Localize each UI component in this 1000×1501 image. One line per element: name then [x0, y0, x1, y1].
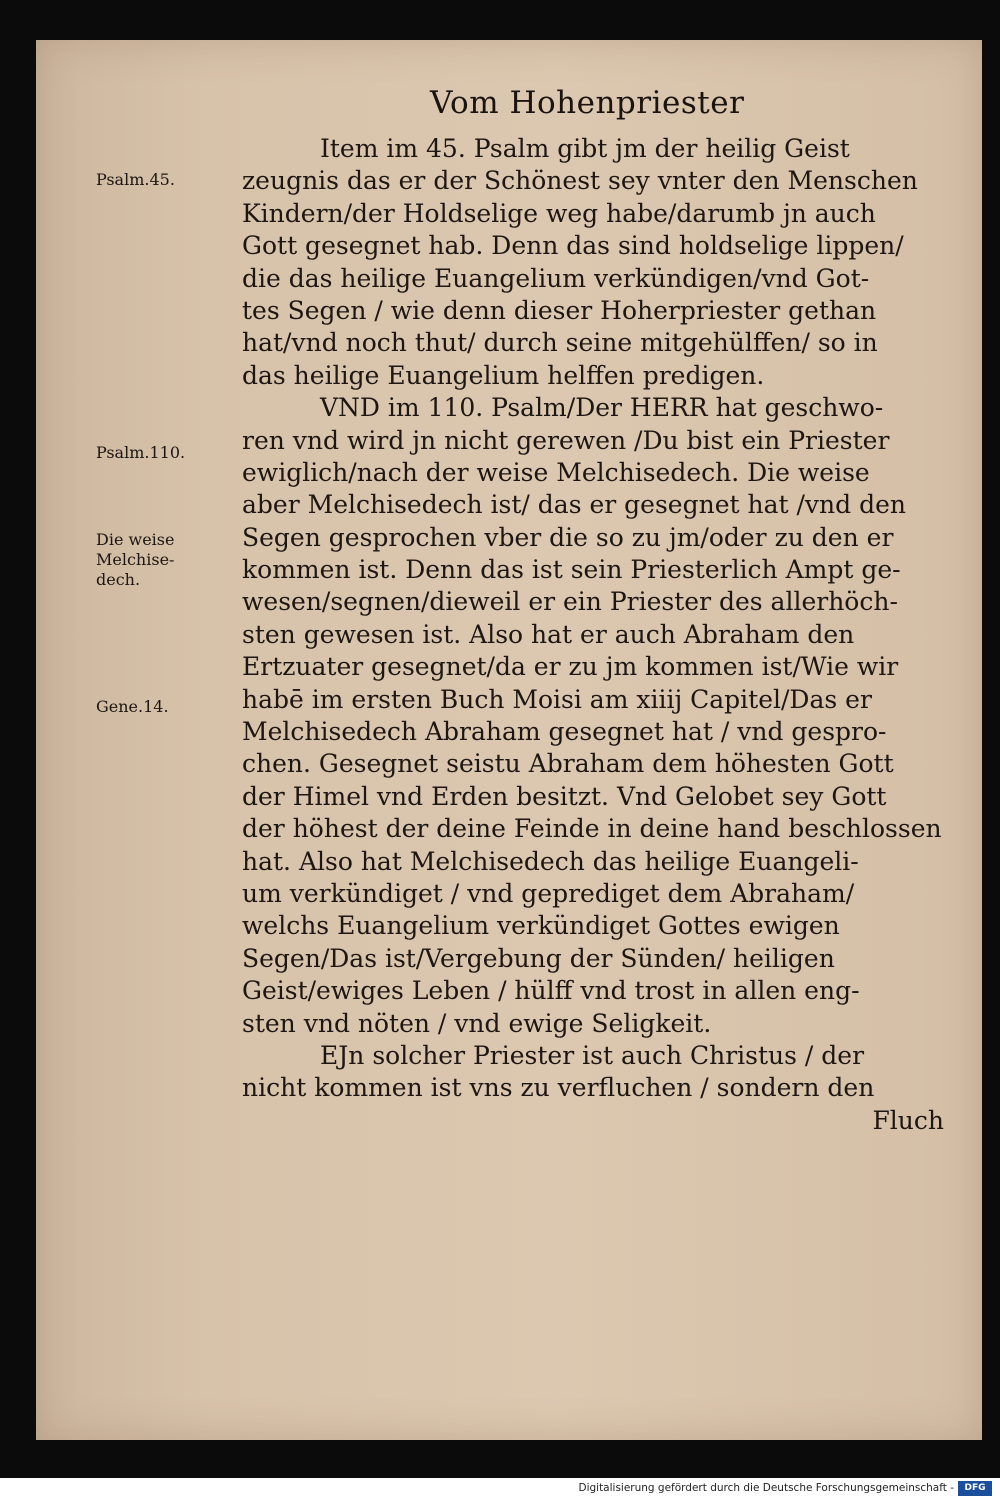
text-line: Segen gesprochen vber die so zu jm/oder zu den er [242, 522, 894, 552]
text-line: das heilige Euangelium helffen predigen. [242, 360, 765, 390]
text-line: Melchisedech Abraham gesegnet hat / vnd gespro- [242, 717, 887, 747]
text-line: tes Segen / wie denn dieser Hoherpriester gethan [242, 295, 877, 325]
text-line: Gott gesegnet hab. Denn das sind holdselige lippen/ [242, 231, 904, 261]
text-line: ren vnd wird jn nicht gerewen /Du bist ein Priester [242, 425, 890, 455]
margin-note-genesis-14: Gene.14. [96, 697, 169, 716]
text-line: Geist/ewiges Leben / hülff vnd trost in allen eng- [242, 976, 860, 1006]
text-line: hat/vnd noch thut/ durch seine mitgehülffen/ so in [242, 328, 878, 358]
text-line: zeugnis das er der Schönest sey vnter den Menschen [242, 166, 918, 196]
funding-notice: Digitalisierung gefördert durch die Deutsche Forschungsgemeinschaft - [578, 1482, 954, 1494]
text-line: um verkündiget / vnd geprediget dem Abraham/ [242, 878, 855, 908]
text-line: Item im 45. Psalm gibt jm der heilig Geist [320, 134, 850, 163]
text-line: EJn solcher Priester ist auch Christus / der [320, 1040, 865, 1070]
text-line: sten gewesen ist. Also hat er auch Abraham den [242, 619, 855, 649]
text-line: der höhest der deine Feinde in deine hand beschlossen [242, 814, 942, 844]
text-line: aber Melchisedech ist/ das er gesegnet hat /vnd den [242, 490, 906, 520]
text-line: hat. Also hat Melchisedech das heilige Euangeli- [242, 846, 859, 876]
dfg-logo: DFG [958, 1481, 992, 1496]
catchword: Fluch [872, 1105, 944, 1135]
text-line: Segen/Das ist/Vergebung der Sünden/ heiligen [242, 943, 835, 973]
text-line: chen. Gesegnet seistu Abraham dem höhesten Gott [242, 749, 894, 779]
text-line: sten vnd nöten / vnd ewige Seligkeit. [242, 1008, 712, 1038]
margin-note-psalm-110: Psalm.110. [96, 443, 186, 462]
running-head: Vom Hohenpriester [430, 85, 745, 121]
text-line: VND im 110. Psalm/Der HERR hat geschwo- [320, 393, 884, 423]
text-line: nicht kommen ist vns zu verfluchen / sondern den [242, 1073, 875, 1103]
margin-note-psalm-45: Psalm.45. [96, 170, 175, 189]
margin-note-melchisedech: Die weise Melchise- dech. [96, 530, 175, 589]
text-line: welchs Euangelium verkündiget Gottes ewigen [242, 911, 840, 941]
text-line: ewiglich/nach der weise Melchisedech. Die weise [242, 457, 870, 487]
footer-bar [0, 1478, 1000, 1501]
text-line: der Himel vnd Erden besitzt. Vnd Gelobet sey Gott [242, 781, 887, 811]
text-line: Ertzuater gesegnet/da er zu jm kommen ist/Wie wir [242, 652, 899, 682]
text-line: Kindern/der Holdselige weg habe/darumb jn auch [242, 198, 876, 228]
body-text [242, 133, 952, 1137]
text-line: die das heilige Euangelium verkündigen/vnd Got- [242, 263, 870, 293]
text-line: wesen/segnen/dieweil er ein Priester des allerhöch- [242, 587, 898, 617]
text-line: habē im ersten Buch Moisi am xiiij Capitel/Das er [242, 684, 872, 714]
text-line: kommen ist. Denn das ist sein Priesterlich Ampt ge- [242, 555, 901, 585]
